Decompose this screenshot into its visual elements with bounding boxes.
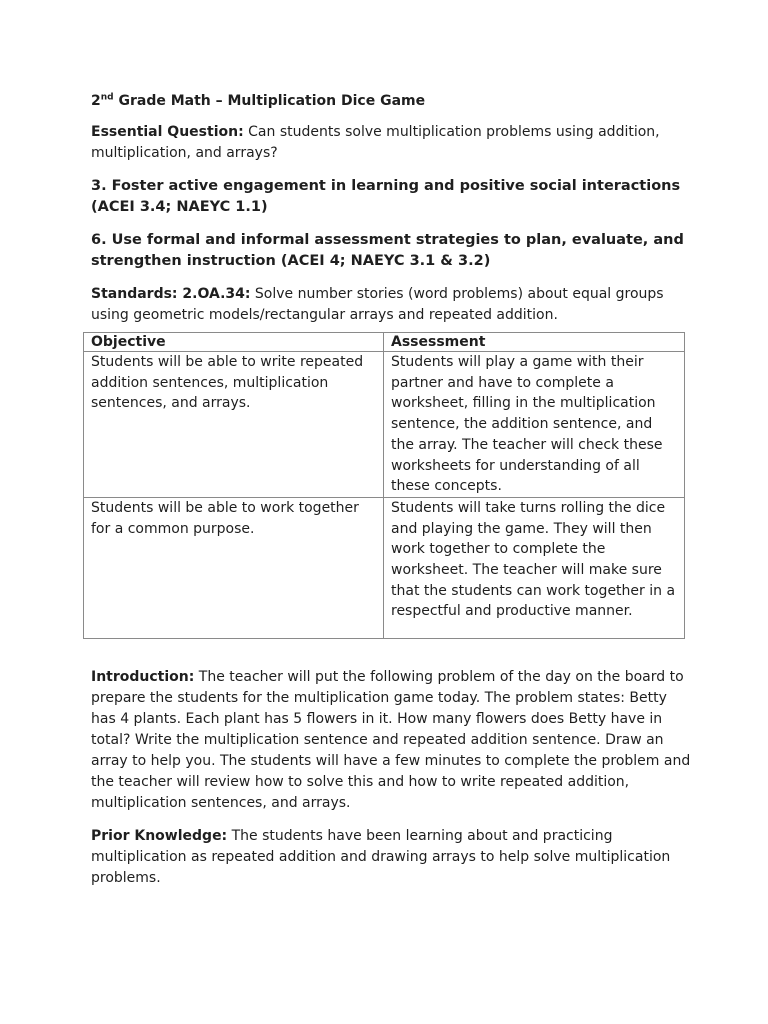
essential-question (91, 122, 691, 164)
table-cell-objective: Students will be able to work together for a common purpose. (84, 497, 384, 638)
table-cell-assessment: Students will play a game with their partner and have to complete a worksheet, filling in the multiplication sentence, the addition sentence, and the array. The teacher will check these worksheets for understanding of all these concepts. (384, 352, 685, 498)
standards-text: Solve number stories (word problems) about equal groups using geometric models/rectangular arrays and repeated addition. (91, 286, 664, 323)
prior-knowledge-text: The students have been learning about and practicing multiplication as repeated addition and drawing arrays to help solve multiplication problems. (91, 827, 671, 886)
document-title (91, 89, 691, 113)
table-header-objective: Objective (84, 333, 384, 352)
objective-assessment-table (83, 332, 685, 639)
standards-paragraph (91, 284, 691, 326)
introduction-label: Introduction: (91, 668, 195, 685)
table-row (84, 497, 685, 638)
table-header-row (84, 333, 685, 352)
introduction-paragraph (91, 667, 691, 814)
essential-question-label: Essential Question: (91, 124, 244, 140)
table-cell-assessment: Students will take turns rolling the dice and playing the game. They will then work together to complete the worksheet. The teacher will make sure that the students can work together in a respectful and productive manner. (384, 497, 685, 638)
title-grade-superscript: nd (100, 92, 114, 103)
lesson-plan-page (91, 89, 691, 901)
introduction-text: The teacher will put the following problem of the day on the board to prepare the students for the multiplication game today. The problem states: Betty has 4 plants. Each plant has 5 flowers in it. How many flowers does Betty have in total? Write the multiplication sentence and repeated addition sentence. Draw an array to help you. The students will have a few minutes to complete the problem and the teacher will review how to solve this and how to write repeated addition, multiplication sentences, and arrays. (91, 668, 691, 811)
title-text: Grade Math – Multiplication Dice Game (113, 93, 426, 109)
prior-knowledge-paragraph (91, 826, 691, 889)
table-cell-objective: Students will be able to write repeated addition sentences, multiplication sentences, and arrays. (84, 352, 384, 498)
table-header-assessment: Assessment (384, 333, 685, 352)
prior-knowledge-label: Prior Knowledge: (91, 827, 228, 844)
essential-question-text: Can students solve multiplication problems using addition, multiplication, and arrays? (91, 124, 660, 161)
title-grade-number: 2 (91, 93, 101, 109)
standard-3-heading: 3. Foster active engagement in learning and positive social interactions (ACEI 3.4; NAEYC 1.1) (91, 178, 681, 215)
standards-label: Standards: 2.OA.34: (91, 286, 251, 302)
table-row (84, 352, 685, 498)
standard-6-heading: 6. Use formal and informal assessment strategies to plan, evaluate, and strengthen instruction (ACEI 4; NAEYC 3.1 & 3.2) (91, 232, 684, 269)
